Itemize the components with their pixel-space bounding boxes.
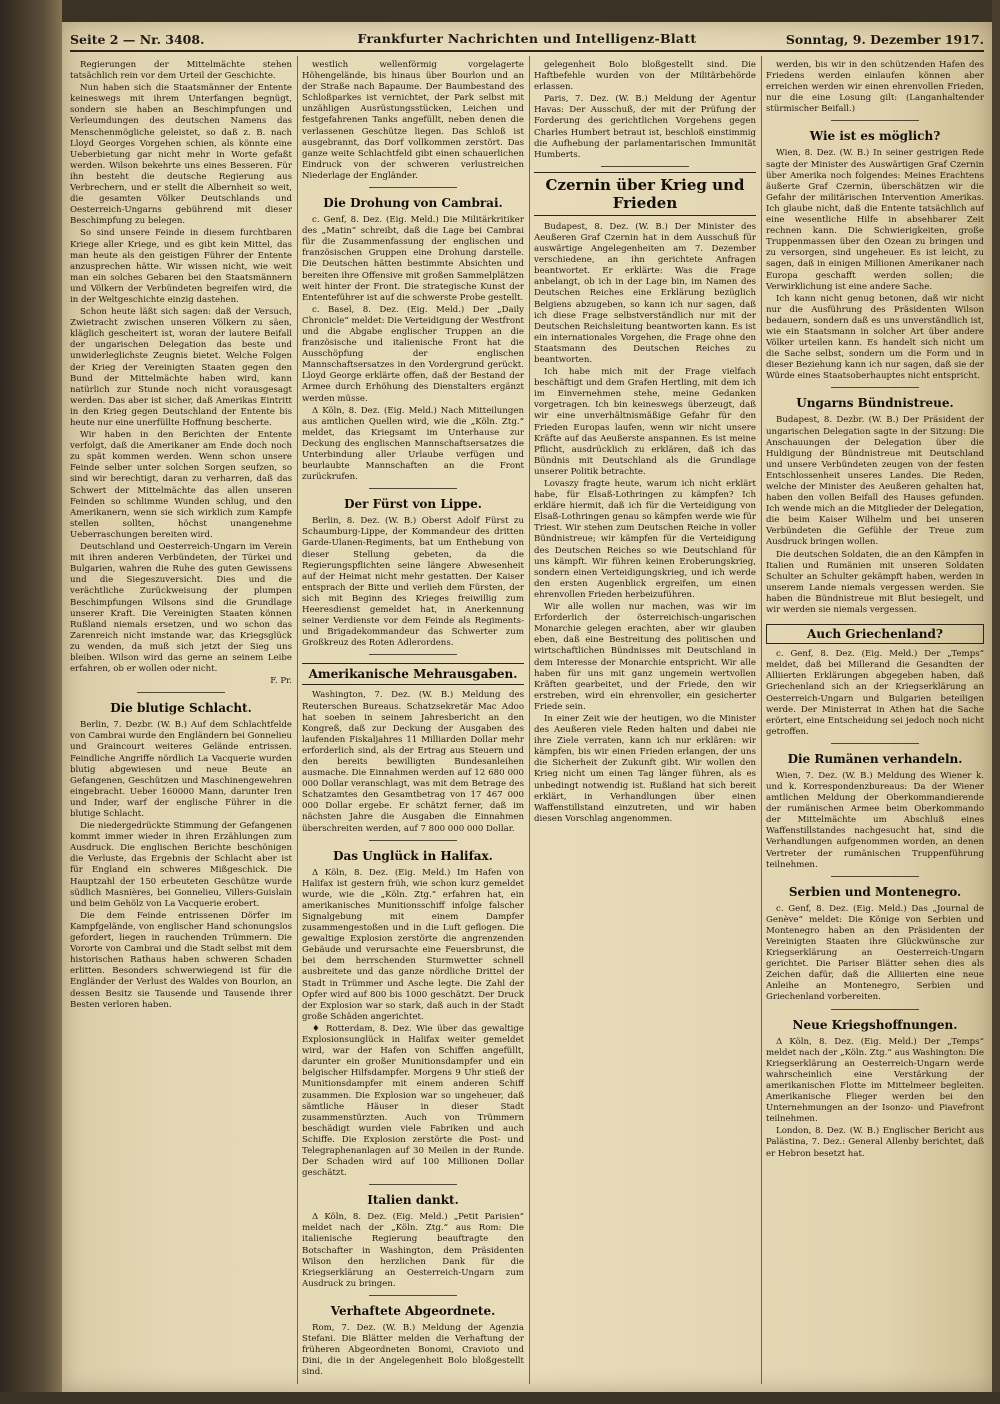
paragraph: Berlin, 8. Dez. (W. B.) Oberst Adolf Fürst zu Schaumburg-Lippe, der Kommandeur des dritten Garde-Ulanen-Regiments, bat um Enthebung von dieser Stellung gebeten, da die Regierungspflichten seine längere Abwesenheit auf der Heimat nicht mehr gestatten. Der Kaiser entsprach der Bitte und verlieh dem Fürsten, der sich mit Beginn des Krieges freiwillig zum Heeresdienst gemeldet hat, in Anerkennung seiner Verdienste vor dem Feinde als Regiments- und Brigadekommandeur das Schwerter zum Großkreuz des Roten Adlerordens. xyxy=(302,516,524,649)
paragraph: Die deutschen Soldaten, die an den Kämpfen in Italien und Rumänien mit unseren Soldaten Schulter an Schulter gekämpft haben, werden in unserem Lande niemals vergessen werden. Sie haben die Bündnistreue mit Blut besiegelt, und wir werden sie niemals vergessen. xyxy=(766,549,984,616)
paragraph: Budapest, 8. Dezbr. (W. B.) Der Präsident der ungarischen Delegation sagte in der Sitzung: Die Anschauungen der Delegation über die Huldigung der Bündnistreue mit Deutschland und unsere Verbündeten zeugen von der festen Entschlossenheit unseres Landes. Die Reden, welche der Minister des Aeußeren gehalten hat, haben den vollen Beifall des Hauses gefunden. Ich wende mich an die Mitglieder der Delegation, die beim Kaiser Wilhelm und bei unseren Verbündeten die Gefühle der Treue zum Ausdruck bringen wollen. xyxy=(766,415,984,548)
column-rule xyxy=(297,56,298,1384)
paragraph: London, 8. Dez. (W. B.) Englischer Bericht aus Palästina, 7. Dez.: General Allenby berichtet, daß er Hebron besetzt hat. xyxy=(766,1126,984,1159)
paragraph: c. Genf, 8. Dez. (Eig. Meld.) Das „Journal de Genève“ meldet: Die Könige von Serbien und Montenegro haben an den Präsidenten der Vereinigten Staaten ihre Glückwünsche zur Kriegserklärung an Oesterreich-Ungarn gerichtet. Die Pariser Blätter sehen dies als Zeichen dafür, daß die Alliierten eine neue Anleihe an Montenegro, Serbien und Griechenland vorbereiten. xyxy=(766,903,984,1003)
paragraph: Wien, 8. Dez. (W. B.) In seiner gestrigen Rede sagte der Minister des Auswärtigen Graf Czernin über Amerika noch folgendes: Meines Erachtens äußerte Graf Czernin, überschätzen wir die Gefahr der militärischen Intervention Amerikas. Ich glaube nicht, daß die Entente tatsächlich auf eine wesentliche Hilfe in absehbarer Zeit rechnen kann. Die Schwierigkeiten, große Truppenmassen über den Ozean zu bringen und zu versorgen, sind ungeheuer. Es ist leicht, zu sagen, daß in einigen Millionen Amerikaner nach Europa geschafft werden sollen; die Verwirklichung ist eine andere Sache. xyxy=(766,148,984,292)
column-rule xyxy=(529,56,530,1384)
separator xyxy=(369,1295,458,1296)
separator xyxy=(831,387,918,388)
paragraph: werden, bis wir in den schützenden Hafen des Friedens werden einlaufen können aber erreichen werden wir einen ehrenvollen Frieden, nur die eine Losung gilt: (Langanhaltender stürmischer Beifall.) xyxy=(766,60,984,115)
paragraph: Wir haben in den Berichten der Entente verfolgt, daß die Amerikaner am Ende doch noch zu spät kommen werden. Wenn schon unsere Feinde selber unter solchen Sorgen seufzen, so sind wir berechtigt, daran zu verharren, daß das Schwert der Mittelmächte das allen unseren Feinden so schlimme Wunden schlug, und den Amerikanern, wenn sie sich wirklich zum Kampfe stellen sollten, höchst unangenehme Ueberraschungen bereiten wird. xyxy=(70,430,292,540)
paragraph: c. Genf, 8. Dez. (Eig. Meld.) Der „Temps“ meldet, daß bei Millerand die Gesandten der Alliierten Erklärungen abgegeben haben, daß Griechenland sich an der Kriegserklärung an Oesterreich-Ungarn und Bulgarien beteiligen werde. Der Ministerrat in Athen hat die Sache erörtert, eine Entscheidung sei jedoch noch nicht getroffen. xyxy=(766,649,984,737)
separator xyxy=(369,840,458,841)
paragraph: Rom, 7. Dez. (W. B.) Meldung der Agenzia Stefani. Die Blätter melden die Verhaftung der früheren Abgeordneten Bonomi, Cravioto und Dini, die in der Angelegenheit Bolo bloßgestellt sind. xyxy=(302,1322,524,1378)
headline-amerikanische-mehrausgaben: Amerikanische Mehrausgaben. xyxy=(302,663,524,685)
paragraph: Nun haben sich die Staatsmänner der Entente keineswegs mit ihrem Unterfangen begnügt, sondern sie haben an Beschimpfungen und Verleumdungen des deutschen Namens das Menschenmögliche geleistet, so daß z. B. nach Lloyd Georges Vorgehen schien, als könnte eine Ueberbietung gar nicht mehr in Worte gefaßt werden. Wilson bekehrte uns eines Besseren. Für ihn besteht die deutsche Regierung aus Verbrechern, und er stellt die Albernheit so weit, die gesamten Völker Deutschlands und Oesterreich-Ungarns gebührend mit dieser Beschimpfung zu belegen. xyxy=(70,83,292,227)
paragraph: westlich wellenförmig vorgelagerte Höhengelände, bis hinaus über Bourlon und an der Straße nach Bapaume. Der Baumbestand des Schloßparkes ist vernichtet, der Park selbst mit unzähligen Ausrüstungsstücken, Leichen und festgefahrenen Tanks angefüllt, neben denen die verlassenen Geschütze liegen. Das Schloß ist ausgebrannt, das Dorf vollkommen zerstört. Das ganze weite Schlachtfeld gibt einen schauerlichen Eindruck von der schweren verlustreichen Niederlage der Engländer. xyxy=(302,60,524,181)
headline-italien-dankt: Italien dankt. xyxy=(367,1193,459,1208)
page-number: Seite 2 — Nr. 3408. xyxy=(70,32,205,47)
separator xyxy=(831,743,918,744)
paragraph: Δ Köln, 8. Dez. (Eig. Meld.) Nach Mitteilungen aus amtlichen Quellen wird, wie die „Köln. Ztg.“ meldet, das Kriegsamt im Unterhause zur Deckung des englischen Mannschaftsersatzes die Unterbindung aller Urlaube verfügen und beurlaubte Mannschaften an die Front zurückrufen. xyxy=(302,405,524,483)
paragraph: Δ Köln, 8. Dez. (Eig. Meld.) „Petit Parisien“ meldet nach der „Köln. Ztg.“ aus Rom: Die italienische Regierung beauftragte den Botschafter in Washington, dem Präsidenten Wilson den herzlichen Dank für die Kriegserklärung an Oesterreich-Ungarn zum Ausdruck zu bringen. xyxy=(302,1212,524,1289)
paragraph: In einer Zeit wie der heutigen, wo die Minister des Aeußeren viele Reden halten und dabei nie ihre Ziele verraten, kann ich nur erklären: wir kämpfen, bis wir einen Frieden erlangen, der uns die Sicherheit der Zukunft gibt. Wir wollen den Krieg nicht um einen Tag länger führen, als es unbedingt notwendig ist. Rußland hat sich bereit erklärt, in Verhandlungen über einen Waffenstillstand einzutreten, und wir haben diesen Vorschlag angenommen. xyxy=(534,713,756,824)
paragraph: Ich habe mich mit der Frage vielfach beschäftigt und dem Grafen Hertling, mit dem ich im Einvernehmen stehe, meine Gedanken vorgetragen. Ich bin keineswegs überzeugt, daß wir eine unverhältnismäßige Gefahr für den Frieden Europas laufen, wenn wir nicht unsere Kräfte auf das Aeußerste anspannen. Es ist meine Pflicht, ausdrücklich zu erklären, daß ich das Bündnis mit Deutschland als die Grundlage unserer Politik betrachte. xyxy=(534,367,756,477)
paragraph: Δ Köln, 8. Dez. (Eig. Meld.) Der „Temps“ meldet nach der „Köln. Ztg.“ aus Washington: Die Kriegserklärung an Oesterreich-Ungarn werde wahrscheinlich eine Verstärkung der amerikanischen Flotte im Mittelmeer begleiten. Amerikanische Flieger werden bei den Unternehmungen an der Isonzo- und Piavefront teilnehmen. xyxy=(766,1036,984,1125)
headline-czernin: Czernin über Krieg und Frieden xyxy=(534,172,756,216)
col1-article xyxy=(70,60,292,687)
headline-fuerst-lippe: Der Fürst von Lippe. xyxy=(344,497,482,512)
paragraph: Washington, 7. Dez. (W. B.) Meldung des Reuterschen Bureaus. Schatzsekretär Mac Adoo hat soeben in seinem Jahresbericht an den Kongreß, daß zur Deckung der Ausgaben des laufenden Fiskaljahres 11 Milliarden Dollar mehr erforderlich sind, als der Ertrag aus Steuern und den bereits bewilligten Bundesanleihen ausmache. Die Einnahmen werden auf 12 680 000 000 Dollar veranschlagt, was mit dem Betrage des Schatzamtes den Gesamtbetrag von 17 467 000 000 Dollar ergebe. Er schätzt ferner, daß im nächsten Jahre die Ausgaben die Einnahmen überschreiten werden, auf 7 800 000 000 Dollar. xyxy=(302,690,524,834)
separator xyxy=(369,187,458,188)
paragraph: ♦ Rotterdam, 8. Dez. Wie über das gewaltige Explosionsunglück in Halifax weiter gemeldet wird, war der Hafen von Schiffen angefüllt, darunter ein großer Munitionsdampfer und ein belgischer Hilfsdampfer. Morgens 9 Uhr stieß der Munitionsdampfer mit einem anderen Schiff zusammen. Die Explosion war so ungeheuer, daß sämtliche Häuser in dieser Stadt zusammenstürzten. Auch von Trümmern beschädigt wurden viele Fabriken und auch Schiffe. Die Explosion zerstörte die Post- und Telegraphenanlagen auf 30 Meilen in der Runde. Der Schaden wird auf 100 Millionen Dollar geschätzt. xyxy=(302,1023,524,1179)
scan-right-edge xyxy=(992,0,1000,1404)
separator xyxy=(601,166,690,167)
paragraph: So sind unsere Feinde in diesem furchtbaren Kriege aller Kriege, und es gibt kein Mittel, das man heute als den geistigen Führer der Entente anzusprechen hätte. Wir wissen nicht, wie weit man ein solches Gebaren bei den Staatsmännern und Völkern der Verbündeten begreifen wird, die in der Weltgeschichte einzig dastehen. xyxy=(70,228,292,305)
column-rule xyxy=(761,56,762,1384)
paragraph: Die niedergedrückte Stimmung der Gefangenen kommt immer wieder in ihren Erzählungen zum Ausdruck. Die englischen Berichte beschönigen die Verluste, das Ergebnis der Schlacht aber ist für England ein schweres Mißgeschick. Die Hauptzahl der 150 erbeuteten Geschütze wurde südlich Masnières, bei Gonnelieu, Villers-Guislain und beim Gehölz von La Vacquerie erobert. xyxy=(70,821,292,909)
paragraph: Budapest, 8. Dez. (W. B.) Der Minister des Aeußeren Graf Czernin hat in dem Ausschuß für auswärtige Angelegenheiten am 7. Dezember verschiedene, an ihn gerichtete Anfragen beantwortet. Er erklärte: Was die Frage anbelangt, ob ich in der Lage bin, im Namen des Deutschen Reiches eine Erklärung bezüglich Belgiens abzugeben, so kann ich nur sagen, daß ich diese Frage selbstverständlich nur mit der Deutschen Reichsleitung beantworten kann. Es ist ein internationales Vorgehen, die Frage ohne den Staatsmann des Deutschen Reiches zu beantworten. xyxy=(534,221,756,365)
separator xyxy=(369,654,458,655)
headline-neue-kriegshoffnungen: Neue Kriegshoffnungen. xyxy=(792,1017,958,1032)
paragraph: Deutschland und Oesterreich-Ungarn im Verein mit ihren anderen Verbündeten, der Türkei und Bulgarien, wahren die Ruhe des guten Gewissens und die Siegeszuversicht. Dies und die verächtliche Zurückweisung der plumpen Beschimpfungen Wilsons sind die Grundlage unserer Kraft. Die Vereinigten Staaten können Rußland niemals ersetzen, und wo schon das Zarenreich nicht imstande war, das Kriegsglück zu wenden, da muß sich jetzt der Sieg uns bleiben. Wilson wird das gerne an seinem Leibe erfahren, ob er wollen oder nicht. xyxy=(70,542,292,675)
paragraph: Regierungen der Mittelmächte stehen tatsächlich rein vor dem Urteil der Geschichte. xyxy=(70,60,292,82)
headline-verhaftete-abgeordnete: Verhaftete Abgeordnete. xyxy=(330,1303,496,1318)
separator xyxy=(137,692,226,693)
book-binding-edge xyxy=(0,0,62,1404)
headline-ungarns-buendnistreue: Ungarns Bündnistreue. xyxy=(796,396,954,411)
paragraph: Lovaszy fragte heute, warum ich nicht erklärt habe, für Elsaß-Lothringen zu kämpfen? Ich erkläre hiermit, daß ich für die Verteidigung von Elsaß-Lothringen genau so kämpfen werde wie für Triest. Wir stehen zum Deutschen Reiche in voller Bündnistreue; wir kämpfen für die Verteidigung des Deutschen Reiches so wie Deutschland für uns kämpft. Wir führen keinen Eroberungskrieg, sondern einen Verteidigungskrieg, und ich werde den ersten Augenblick ergreifen, um einen ehrenvollen Frieden herbeizuführen. xyxy=(534,479,756,600)
paragraph: gelegenheit Bolo bloßgestellt sind. Die Haftbefehle wurden von der Militärbehörde erlassen. xyxy=(534,60,756,93)
newspaper-title: Frankfurter Nachrichten und Intelligenz-Blatt xyxy=(357,31,697,46)
newspaper-page xyxy=(62,22,992,1392)
scan-bottom-edge xyxy=(0,1392,1000,1404)
headline-wie-ist-es-moeglich: Wie ist es möglich? xyxy=(809,129,941,144)
headline-unglueck-halifax: Das Unglück in Halifax. xyxy=(333,848,493,863)
author-signature: F. Pr. xyxy=(270,676,292,687)
paragraph: Δ Köln, 8. Dez. (Eig. Meld.) Im Hafen von Halifax ist gestern früh, wie schon kurz gemeldet wurde, wie die „Köln. Ztg.“ erfahren hat, ein amerikanisches Munitionsschiff infolge falscher Signalgebung mit einem Dampfer zusammengestoßen und in die Luft geflogen. Die gewaltige Explosion zerstörte die angrenzenden Gebäude und verursachte eine Feuersbrunst, die bei dem herrschenden Sturmwetter schnell ausbreitete und das ganze nördliche Drittel der Stadt in Trümmer und Asche legte. Die Zahl der Opfer wird auf 800 bis 1000 geschätzt. Der Druck der Explosion war so stark, daß auch in der Stadt große Schäden angerichtet. xyxy=(302,867,524,1022)
headline-rumaenen-verhandeln: Die Rumänen verhandeln. xyxy=(787,751,963,766)
headline-blutige-schlacht: Die blutige Schlacht. xyxy=(110,701,252,716)
headline-auch-griechenland: Auch Griechenland? xyxy=(766,624,984,644)
column-4 xyxy=(766,60,984,1384)
issue-date: Sonntag, 9. Dezember 1917. xyxy=(785,32,984,47)
separator xyxy=(831,876,918,877)
paragraph: Paris, 7. Dez. (W. B.) Meldung der Agentur Havas: Der Ausschuß, der mit der Prüfung der Forderung des gerichtlichen Vorgehens gegen Charles Humbert betraut ist, beschloß einstimmig die Aufhebung der parlamentarischen Immunität Humberts. xyxy=(534,94,756,160)
headline-drohung-cambrai: Die Drohung von Cambrai. xyxy=(323,196,503,211)
column-1 xyxy=(70,60,292,1384)
separator xyxy=(831,120,918,121)
paragraph: Ich kann nicht genug betonen, daß wir nicht nur die Ausführung des Präsidenten Wilson bedauern, sondern daß es uns unverständlich ist, wie ein Staatsmann in solcher Art über andere Völker urteilen kann. Es handelt sich nicht um die Sache selbst, sondern um die Form und in dieser Beziehung kann ich nur sagen, daß sie der Würde eines Staatsoberhauptes nicht entspricht. xyxy=(766,293,984,382)
paragraph: Wien, 7. Dez. (W. B.) Meldung des Wiener k. und k. Korrespondenzbureaus: Da der Wiener amtlichen Meldung der Oberkommandierende der rumänischen Armee beim Oberkommando der Mittelmächte um Abschluß eines Waffenstillstandes nachgesucht hat, sind die Verhandlungen aufgenommen worden, an denen Vertreter der rumänischen Truppenführung teilnehmen. xyxy=(766,770,984,870)
column-3 xyxy=(534,60,756,1384)
separator xyxy=(369,1184,458,1185)
paragraph: Die dem Feinde entrissenen Dörfer im Kampfgelände, von englischer Hand schonungslos gefordert, liegen in rauchenden Trümmern. Die Vororte von Cambrai und die Stadt selbst mit dem historischen Rathaus haben schweren Schaden erlitten. Besonders schwerwiegend ist für die Engländer der Verlust des Waldes von Bourlon, an dessen Besitz sie Tausende und Tausende ihrer Besten verloren haben. xyxy=(70,910,292,1010)
paragraph: Schon heute läßt sich sagen: daß der Versuch, Zwietracht zwischen unseren Völkern zu säen, kläglich gescheitert ist, woran der lautere Beifall der ungarischen Delegation das beste und unwiderleglichste Zeugnis bietet. Welche Folgen der Krieg der Vereinigten Staaten gegen den Bund der Mittelmächte haben wird, kann natürlich zur Stunde noch nicht vorausgesagt werden. Das aber ist sicher, daß Amerikas Eintritt in den Krieg gegen Deutschland der Entente bis heute nur eine unerfüllte Hoffnung bescherte. xyxy=(70,307,292,428)
paragraph: Wir alle wollen nur machen, was wir im Erforderlich der österreichisch-ungarischen Monarchie gelegen erachten, aber wir glauben eben, daß eine Bestreitung des politischen und wirtschaftlichen Bündnisses mit Deutschland in dem Interesse der Monarchie entspricht. Wir alle haben für uns mit ganz ungemein wertvollen Kräften gearbeitet, und der Friede, den wir erstreben, wird ein ehrenvoller, ein gesicherter Friede sein. xyxy=(534,602,756,712)
separator xyxy=(369,488,458,489)
page-header xyxy=(70,26,984,52)
paragraph: c. Genf, 8. Dez. (Eig. Meld.) Die Militärkritiker des „Matin“ schreibt, daß die Lage bei Cambrai für die Zusammenfassung der englischen und französischen Gruppen eine Drohung darstelle. Die Deutschen hätten bestimmte Absichten und bereiten ihre Offensive mit großen Sammelplätzen weit hinter der Front. Die strategische Kunst der Ententeführer ist auf die schwerste Probe gestellt. xyxy=(302,215,524,303)
headline-serbien-montenegro: Serbien und Montenegro. xyxy=(788,884,962,899)
column-2 xyxy=(302,60,524,1384)
paragraph: c. Basel, 8. Dez. (Eig. Meld.) Der „Daily Chronicle“ meldet: Die Verteidigung der Westfront und die Abgabe englischer Truppen an die französische und italienische Front hat die Ausschöpfung der englischen Mannschaftsersatzes in den Vordergrund gerückt. Lloyd George erklärte offen, daß der Bestand der Armee durch Erhöhung des Dienstalters ergänzt werden müsse. xyxy=(302,304,524,404)
separator xyxy=(831,1009,918,1010)
paragraph: Berlin, 7. Dezbr. (W. B.) Auf dem Schlachtfelde von Cambrai wurde den Engländern bei Gonnelieu und Graincourt weiteres Gelände entrissen. Feindliche Angriffe nördlich La Vacquerie wurden blutig abgewiesen und neue Beute an Gefangenen, Geschützen und Maschinengewehren eingebracht. Ueber 160000 Mann, darunter Iren und Inder, warf der englische Führer in die blutige Schlacht. xyxy=(70,720,292,819)
